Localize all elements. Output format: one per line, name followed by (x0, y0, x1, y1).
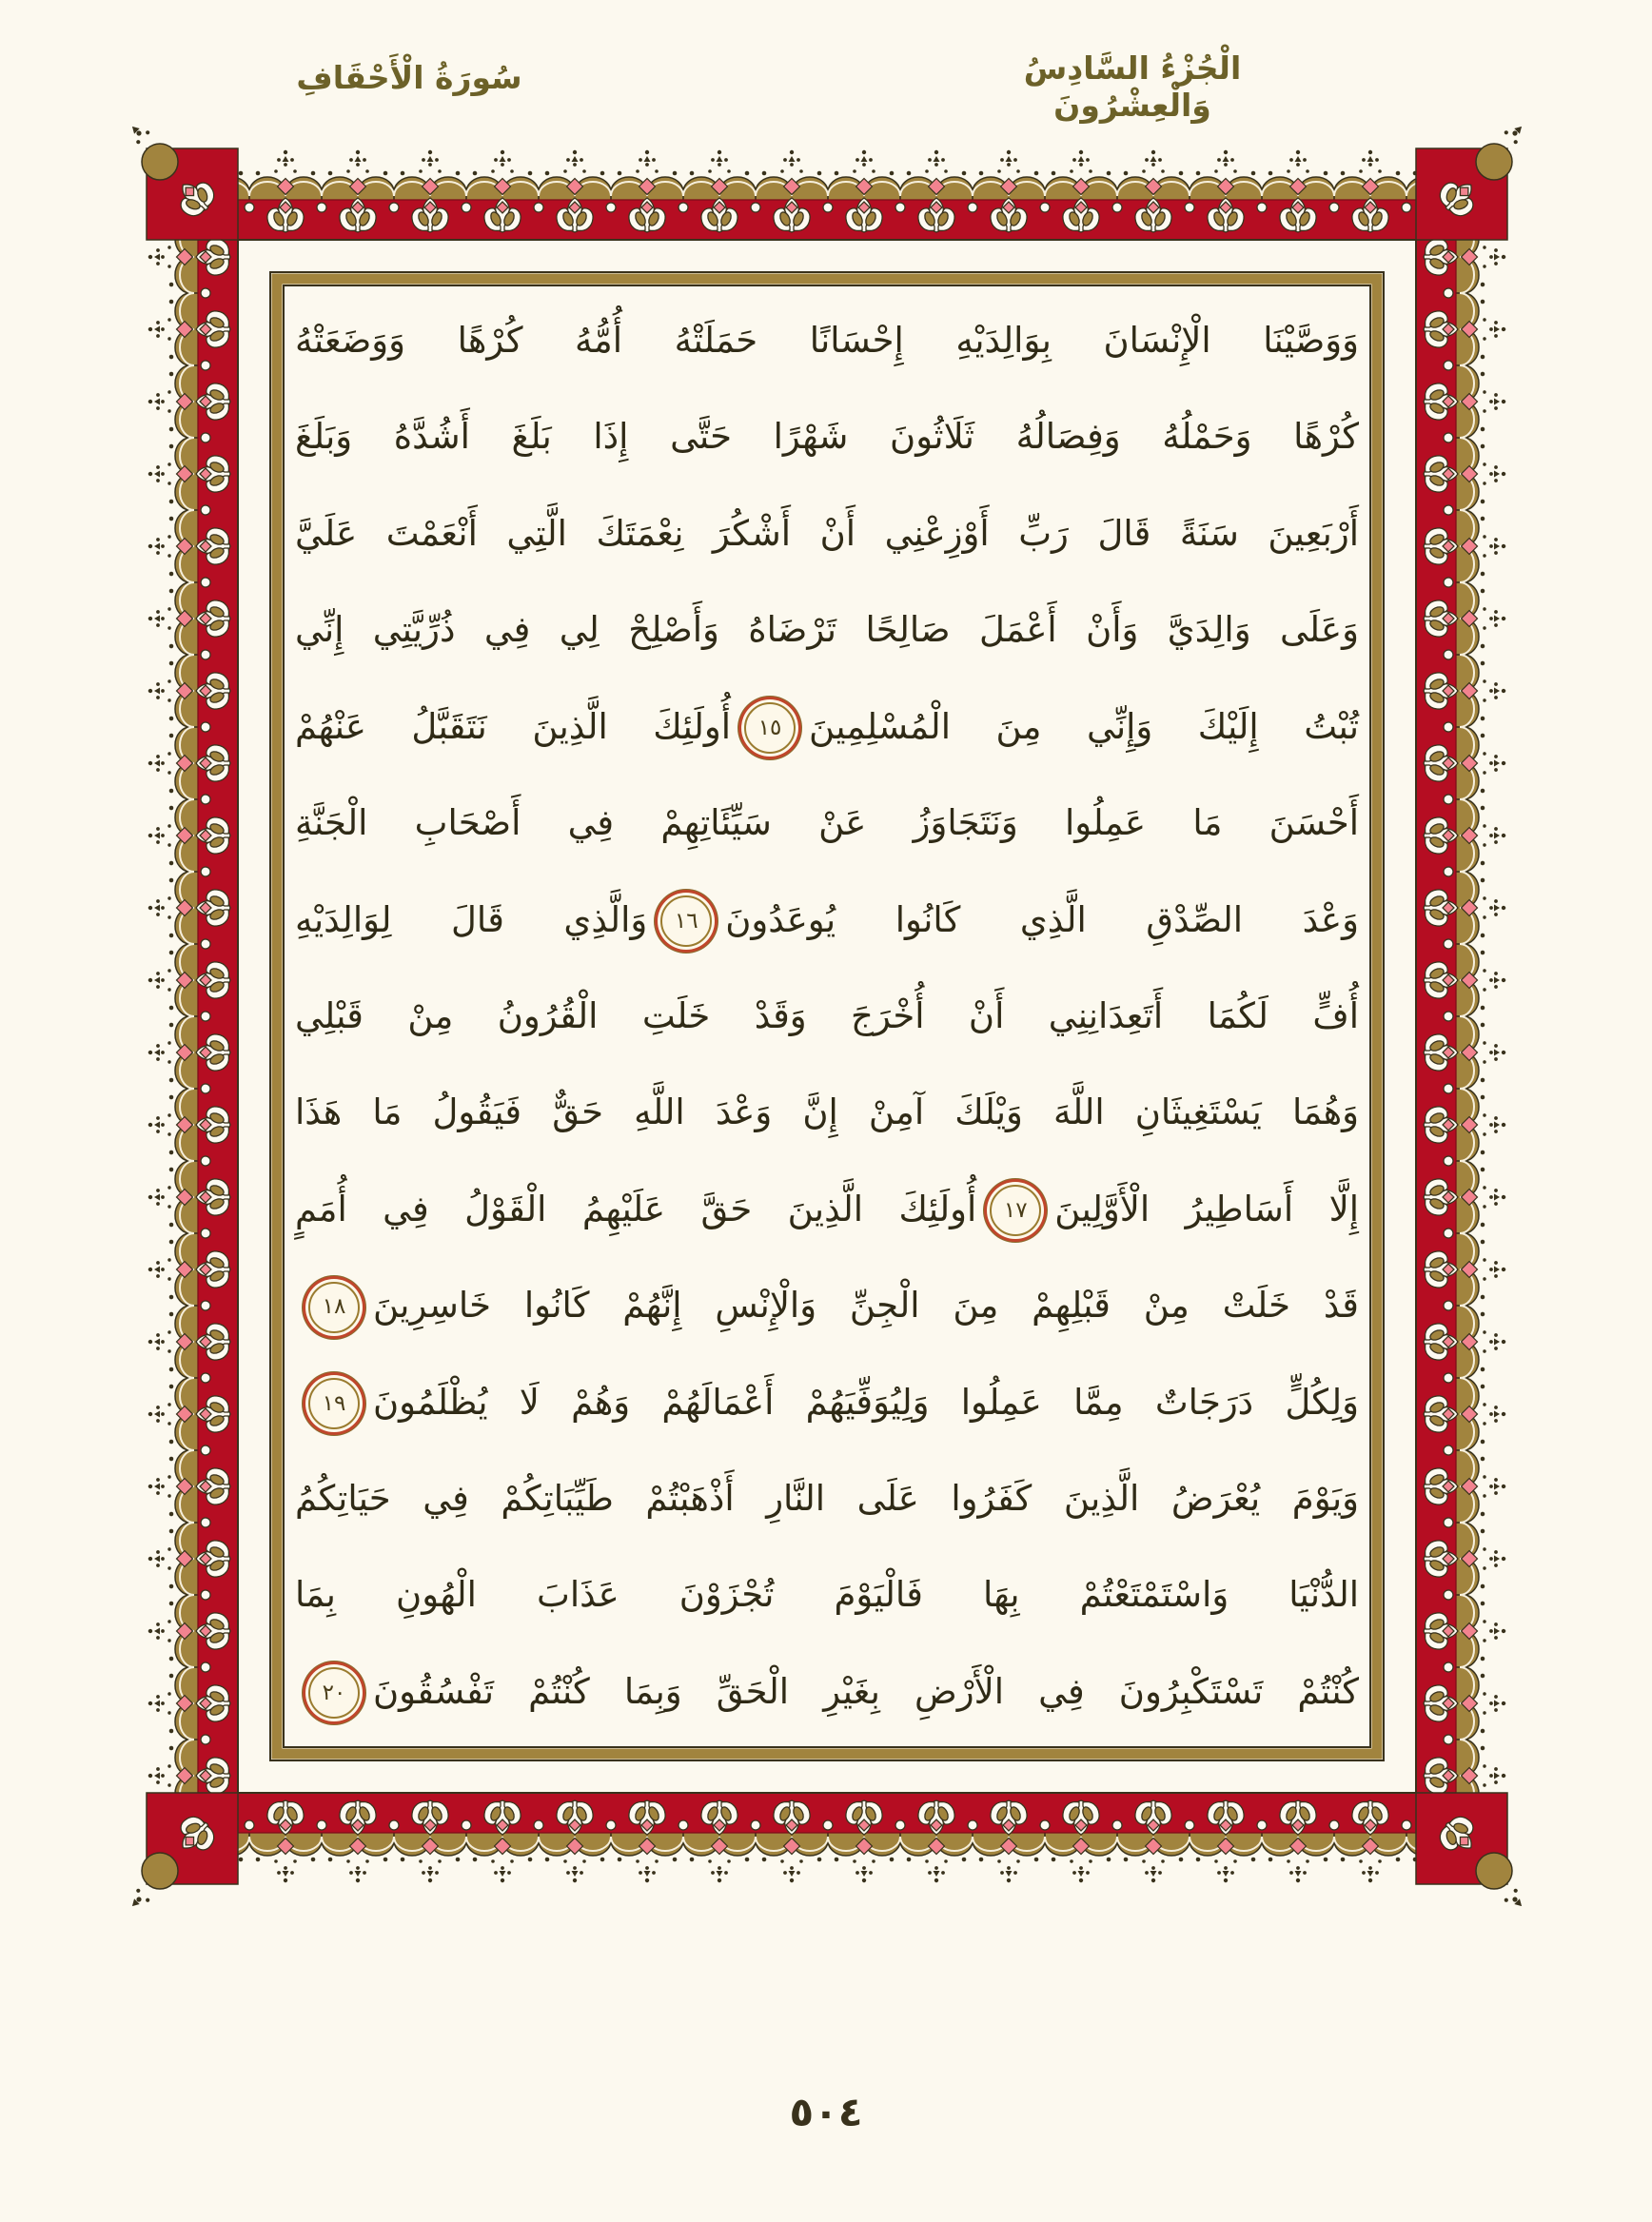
verse-number-badge: ١٩ (308, 1378, 360, 1429)
ayah-text: وَهُمَا يَسْتَغِيثَانِ اللَّهَ وَيْلَكَ آمِنْ إِنَّ وَعْدَ اللَّهِ حَقٌّ فَيَقُولُ مَا هَذَا (295, 1091, 1359, 1133)
ayah-text: أُفٍّ لَكُمَا أَتَعِدَانِنِي أَنْ أُخْرَجَ وَقَدْ خَلَتِ الْقُرُونُ مِنْ قَبْلِي (295, 994, 1359, 1036)
ayah-text: قَدْ خَلَتْ مِنْ قَبْلِهِمْ مِنَ الْجِنِّ وَالْإِنْسِ إِنَّهُمْ كَانُوا خَاسِرِينَ (373, 1285, 1359, 1327)
quran-line (291, 393, 1363, 481)
quran-line (291, 490, 1363, 578)
verse-number-badge: ٢٠ (308, 1667, 360, 1719)
quran-line (291, 876, 1363, 964)
border-band-left (147, 148, 238, 1884)
ayah-text: كُنْتُمْ تَسْتَكْبِرُونَ فِي الْأَرْضِ بِغَيْرِ الْحَقِّ وَبِمَا كُنْتُمْ تَفْسُقُونَ (373, 1670, 1359, 1712)
ayah-text: وَالَّذِي قَالَ لِوَالِدَيْهِ (295, 898, 648, 940)
ayah-text: وَيَوْمَ يُعْرَضُ الَّذِينَ كَفَرُوا عَلَى النَّارِ أَذْهَبْتُمْ طَيِّبَاتِكُمْ فِي حَيَاتِكُمُ (295, 1478, 1359, 1520)
surah-title-header: سُورَةُ الْأَحْقَافِ (296, 59, 522, 96)
ayah-text: وَعَلَى وَالِدَيَّ وَأَنْ أَعْمَلَ صَالِحًا تَرْضَاهُ وَأَصْلِحْ لِي فِي ذُرِّيَّتِي إِنِّي (295, 609, 1359, 651)
border-band-right (1416, 148, 1507, 1884)
quran-line (291, 1455, 1363, 1543)
quran-line (291, 586, 1363, 674)
ayah-text: وَلِكُلٍّ دَرَجَاتٌ مِمَّا عَمِلُوا وَلِيُوَفِّيَهُمْ أَعْمَالَهُمْ وَهُمْ لَا يُظْلَمُونَ (373, 1381, 1359, 1423)
quran-line (291, 1166, 1363, 1253)
quran-line (291, 1648, 1363, 1736)
page-number: ٥٠٤ (789, 2089, 863, 2135)
ayah-text: أُولَئِكَ الَّذِينَ حَقَّ عَلَيْهِمُ الْقَوْلُ فِي أُمَمٍ (295, 1188, 977, 1229)
quran-line (291, 1069, 1363, 1156)
ayah-text: تُبْتُ إِلَيْكَ وَإِنِّي مِنَ الْمُسْلِمِينَ (809, 705, 1359, 747)
juz-title-header: الْجُزْءُ السَّادِسُ وَالْعِشْرُونَ (1023, 49, 1242, 124)
border-band-top (177, 148, 1479, 240)
verse-number-badge: ١٦ (660, 895, 712, 947)
verse-number-badge: ١٧ (990, 1185, 1041, 1236)
border-corner-top-left (142, 144, 238, 240)
verse-number-badge: ١٥ (744, 702, 796, 754)
quran-line (291, 1359, 1363, 1446)
quran-line (291, 973, 1363, 1060)
ayah-text: وَعْدَ الصِّدْقِ الَّذِي كَانُوا يُوعَدُونَ (725, 898, 1359, 940)
ayah-text: أَرْبَعِينَ سَنَةً قَالَ رَبِّ أَوْزِعْنِي أَنْ أَشْكُرَ نِعْمَتَكَ الَّتِي أَنْعَمْتَ عَلَيَّ (295, 512, 1359, 554)
verse-number-badge: ١٨ (308, 1282, 360, 1333)
border-corner-bottom-right (1416, 1793, 1512, 1889)
quran-line (291, 1262, 1363, 1349)
quran-line (291, 1551, 1363, 1639)
quran-lines (291, 297, 1363, 1736)
quran-line (291, 779, 1363, 867)
quran-line (291, 297, 1363, 384)
border-corner-bottom-left (142, 1793, 238, 1889)
quran-line (291, 683, 1363, 771)
ayah-text: الدُّنْيَا وَاسْتَمْتَعْتُمْ بِهَا فَالْيَوْمَ تُجْزَوْنَ عَذَابَ الْهُونِ بِمَا (295, 1574, 1359, 1616)
ayah-text: أَحْسَنَ مَا عَمِلُوا وَنَتَجَاوَزُ عَنْ سَيِّئَاتِهِمْ فِي أَصْحَابِ الْجَنَّةِ (295, 802, 1359, 844)
ayah-text: إِلَّا أَسَاطِيرُ الْأَوَّلِينَ (1054, 1188, 1359, 1229)
ayah-text: أُولَئِكَ الَّذِينَ نَتَقَبَّلُ عَنْهُمْ (295, 705, 732, 747)
border-corner-top-right (1416, 144, 1512, 240)
ayah-text: كُرْهًا وَحَمْلُهُ وَفِصَالُهُ ثَلَاثُونَ شَهْرًا حَتَّى إِذَا بَلَغَ أَشُدَّهُ وَبَلَغَ (295, 416, 1359, 458)
ayah-text: وَوَصَّيْنَا الْإِنْسَانَ بِوَالِدَيْهِ إِحْسَانًا حَمَلَتْهُ أُمُّهُ كُرْهًا وَوَضَعَتْهُ (295, 320, 1359, 361)
border-band-bottom (177, 1793, 1479, 1884)
